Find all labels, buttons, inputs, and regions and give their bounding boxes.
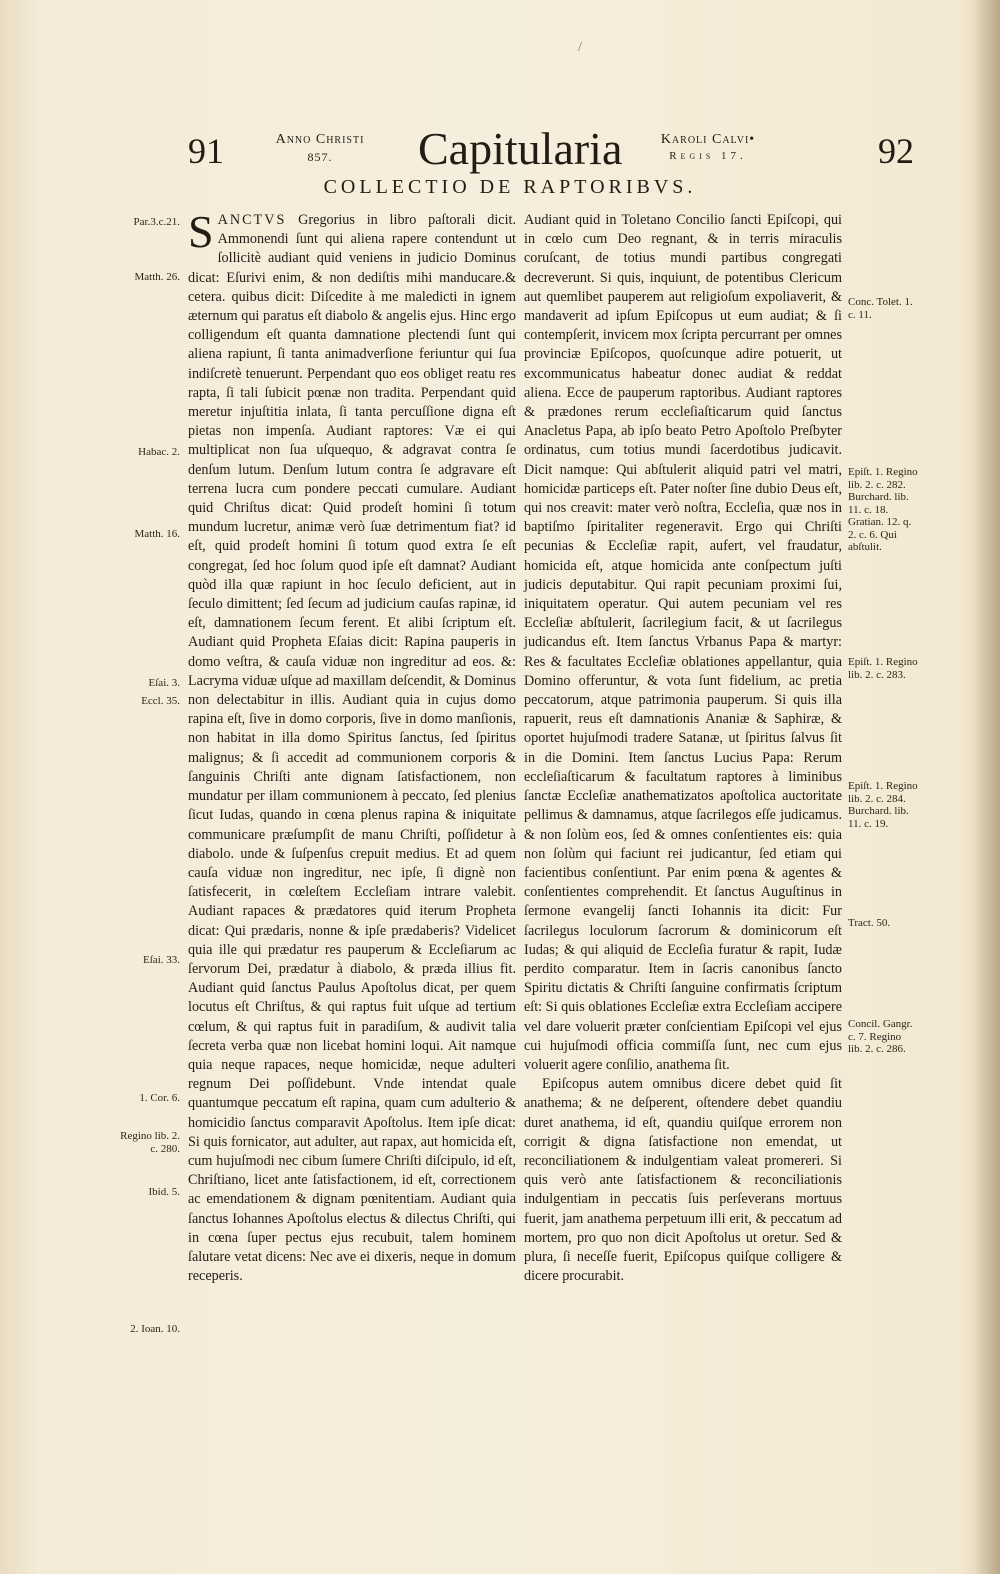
margin-citation-right: Epiſt. 1. Regino lib. 2. c. 283.: [848, 656, 918, 681]
page-number-right: 92: [878, 131, 914, 171]
margin-citation-right: Tract. 50.: [848, 917, 891, 929]
margin-citation-left: Eſai. 33.: [143, 954, 180, 966]
king-label: [628, 132, 788, 162]
margin-citation-right: Epiſt. 1. Regino lib. 2. c. 282. Burchard. lib. 11. c. 18. Gratian. 12. q. 2. c. 6. Qui abſtulit.: [848, 466, 918, 553]
margin-citation-left: 2. Ioan. 10.: [130, 1323, 180, 1335]
margin-citation-right: Conc. Tolet. 1. c. 11.: [848, 296, 913, 321]
margin-citation-left: Par.3.c.21.: [133, 216, 180, 228]
margin-citation-right: Concil. Gangr. c. 7. Regino lib. 2. c. 286.: [848, 1018, 913, 1055]
right-column-text: Audiant quid in Toletano Concilio ſancti Epiſcopi, qui in cœlo cum Deo regnant, & in terris miraculis coruſcant, de totius mundi partibus congregati decreverunt. Si quis, inquiunt, de potentibus Clericum aut quemlibet pauperem aut religioſum expoliaverit, & mandaverit ad ipſum Epiſcopus ut eum audiat; & ſi contempſerit, invicem mox ſcripta percurrant per omnes provinciæ Epiſcopos, quoſcunque adire potuerit, ut excommunicatus habeatur donec audiat & reddat aliena. Ecce de pauperum raptoribus. Audiant raptores & prædones rerum eccleſiaſticarum quid ſanctus Anacletus Papa, ab ipſo beato Petro Apoſtolo Preſbyter ordinatus, cum totius mundi ſacerdotibus judicavit. Dicit namque: Qui abſtulerit aliquid patri vel matri, homicidæ particeps eſt. Pater noſter ſine dubio Deus eſt, qui nos creavit: mater verò noſtra, Eccleſia, quæ nos in baptiſmo ſpiritaliter regeneravit. Ergo qui Chriſti pecunias & Eccleſiæ rapit, aufert, vel fraudatur, homicida eſt, atque homicida ante conſpectum juſti judicis deputabitur. Qui rapit pecuniam proximi ſui, iniquitatem operatur. Qui autem pecuniam vel res Eccleſiæ abſtulerit, ſacrilegium facit, & ut ſacrilegus judicandus eſt. Item ſanctus Vrbanus Papa & martyr: Res & facultates Eccleſiæ oblationes appellantur, quia Domino offeruntur, & vota ſunt fidelium, ac pretia peccatorum, atque patrimonia pauperum. Si quis illa rapuerit, reus eſt damnationis Ananiæ & Saphiræ, & oportet hujuſmodi tradere Satanæ, ut ſpiritus ſalvus ſit in die Domini. Item ſanctus Lucius Papa: Rerum eccleſiaſticarum & facultatum raptores à liminibus ſanctæ Eccleſiæ anathematizatos apoſtolica auctoritate pellimus & damnamus, atque ſacrilegos eſſe judicamus. & non ſolùm eos, ſed & omnes conſentientes eis: quia non ſolùm qui faciunt rei judicantur, ſed etiam qui facientibus conſentiunt. Par enim pœna & agentes & conſentientes comprehendit. Et ſanctus Auguſtinus in ſermone evangelij ſancti Iohannis ita dicit: Fur ſacrilegus loculorum ſacrorum & dominicorum eſt Iudas; & qui aliquid de Eccleſia furatur & rapit, Iudæ perdito comparatur. Item in ſacris canonibus ſancto Spiritu dictatis & Chriſti ſanguine confirmatis ſcriptum eſt: Si quis oblationes Eccleſiæ extra Eccleſiam accipere vel dare voluerit præter conſcientiam Epiſcopi vel ejus cui hujuſmodi officia commiſſa ſunt, nec cum ejus voluerit agere conſilio, anathema ſit.: [524, 212, 842, 1073]
binding-shadow: [974, 0, 1000, 1574]
running-header: [150, 118, 914, 178]
margin-citation-left: Habac. 2.: [138, 446, 180, 458]
left-body: Gregorius in libro paſtorali dicit. Ammonendi ſunt qui aliena rapere contendunt ut ſollicitè audiant quid veniens in judicio Dominus dicat: Eſurivi enim, & non dediſtis mihi manducare.& cetera. quibus dicit: Diſcedite à me maledicti in ignem æternum qui paratus eſt diabolo & angelis ejus. Hinc ergo colligendum eſt quanta damnatione plectendi ſunt qui aliena rapiunt, ſi tanta animadverſione feriuntur qui ſua indiſcretè tenuerunt. Perpendant quo eos obliget reatu res rapta, ſi tali ſubicit pœnæ non tradita. Perpendant quid meretur injuſtitia inlata, ſi tanta percuſſione digna eſt pietas non impenſa. Audiant raptores: Væ ei qui multiplicat non ſua uſquequo, & adgravat contra ſe denſum lutum. Denſum lutum contra ſe adgravare eſt terrena lucra cum pondere peccati cumulare. Audiant quid Chriſtus dicat: Quid prodeſt homini ſi totum mundum lucretur, animæ verò ſuæ detrimentum fiat? id eſt, quid prodeſt homini ſi totum quod extra ſe eſt congregat, ſed hoc ſolum quod ipſe eſt damnat? Audiant quòd illa quæ rapiunt in hoc ſeculo deficient, aut in ſeculo dimittent; ſed ſecum ad judicium cauſas rapinæ, id eſt, damnationem ſecum ferent. Et alibi ſcriptum eſt. Audiant quid Propheta Eſaias dicit: Rapina pauperis in domo veſtra, & cauſa viduæ non ingreditur ad eos. &: Lacryma viduæ uſque ad maxillam deſcendit, & Dominus non delectabitur in illis. Audiant quia in cujus domo rapina eſt, ſive in domo corporis, ſive in domo manſionis, non habitat in illa domo Spiritus ſanctus, ſed ſpiritus malignus; & ſi accedit ad communionem corporis & ſanguinis Chriſti ante dignam ſatisfactionem, non mundatur per illam communionem à peccato, ſed plenius ſicut Iudas, quando in cœna plenus rapina & iniquitate communicare præſumpſit de manu Chriſti, poſſidetur à diabolo. unde & ſuſpenſus crepuit medius. Et ad quem cauſa viduæ non ingreditur, nec ipſe, ſi dignè non ſatisfecerit, in cœleſtem Eccleſiam intrare valebit. Audiant rapaces & prædatores quid iterum Propheta dicat: Qui prædaris, nonne & ipſe prædaberis? Videlicet quia ille qui prædatur res pauperum & Eccleſiarum ac ſervorum Dei, prædatur à diabolo, & præda illius fit. Audiant quid ſanctus Paulus Apoſtolus dicat, per quem locutus eſt Chriſtus, & qui raptus fuit uſque ad tertium cœlum, & qui raptus fuit in paradiſum, & audivit talia ſecreta verba quæ non licebat homini loqui. Ait namque quia neque rapaces, neque homicidæ, neque adulteri regnum Dei poſſidebunt. Vnde intendat quale quantumque peccatum eſt rapina, quam cum adulterio & homicidio ſanctus comparavit Apoſtolus. Item ipſe dicat: Si quis fornicator, aut adulter, aut rapax, aut homicida eſt, cum hujuſmodi nec cibum ſumere Chriſti diſcipulo, id eſt, Chriſtiano, licet ante ſatisfactionem, id eſt, correctionem ac emendationem & dignam pœnitentiam. Audiant quia ſanctus Iohannes Apoſtolus electus & dilectus Chriſti, qui in cœna ſuper pectus ejus recubuit, talem hominem ſalutare vetat dicens: Nec ave ei dixeris, neque in domum receperis.: [188, 212, 517, 1285]
drop-capital: S: [188, 206, 214, 257]
left-column-text: [188, 206, 517, 1286]
right-column: [524, 211, 842, 1286]
anno-christi-label: [250, 132, 390, 165]
margin-citation-left: Matth. 16.: [134, 528, 180, 540]
margin-citation-right: Epiſt. 1. Regino lib. 2. c. 284. Burchard. lib. 11. c. 19.: [848, 780, 918, 830]
pencil-mark: /: [578, 40, 582, 55]
closing-paragraph: Epiſcopus autem omnibus dicere debet quid ſit anathema; & ne deſperent, oſtendere debet quandiu duret anathema, id eſt, quandiu quiſque errorem non corrigit & digna ſatisfactione non emendat, ut reconciliationem & indulgentiam valeat promereri. Si quis verò ante ſatisfactionem & reconciliationis indulgentiam in peccatis ſuis perſeverans mortuus fuerit, jam anathema perpetuum illi erit, & peccatum ad mortem, pro quo non dicit Apoſtolus ut oretur. Sed & plura, ſi neceſſe fuerit, Epiſcopus quiſque colligere & dicere procurabit.: [524, 1076, 842, 1285]
anno-year: 857.: [307, 150, 333, 164]
margin-citation-left: Eccl. 35.: [141, 695, 180, 707]
running-title: Capitularia: [418, 123, 623, 174]
margin-citation-left: Matth. 26.: [134, 271, 180, 283]
margin-citation-left: 1. Cor. 6.: [139, 1092, 180, 1104]
regnal-year: Regis 17.: [669, 150, 747, 162]
opening-caps: ANCTVS: [217, 212, 287, 228]
margin-citation-left: Eſai. 3.: [148, 677, 180, 689]
king-name: Karoli Calvi•: [660, 132, 756, 147]
left-column: [188, 206, 517, 1286]
margin-citation-left: Ibid. 5.: [148, 1186, 180, 1198]
margin-citation-left: Regino lib. 2. c. 280.: [120, 1130, 180, 1155]
page-number-left: 91: [188, 131, 224, 171]
anno-label: Anno Christi: [275, 132, 365, 147]
section-heading: COLLECTIO DE RAPTORIBVS.: [323, 176, 697, 198]
